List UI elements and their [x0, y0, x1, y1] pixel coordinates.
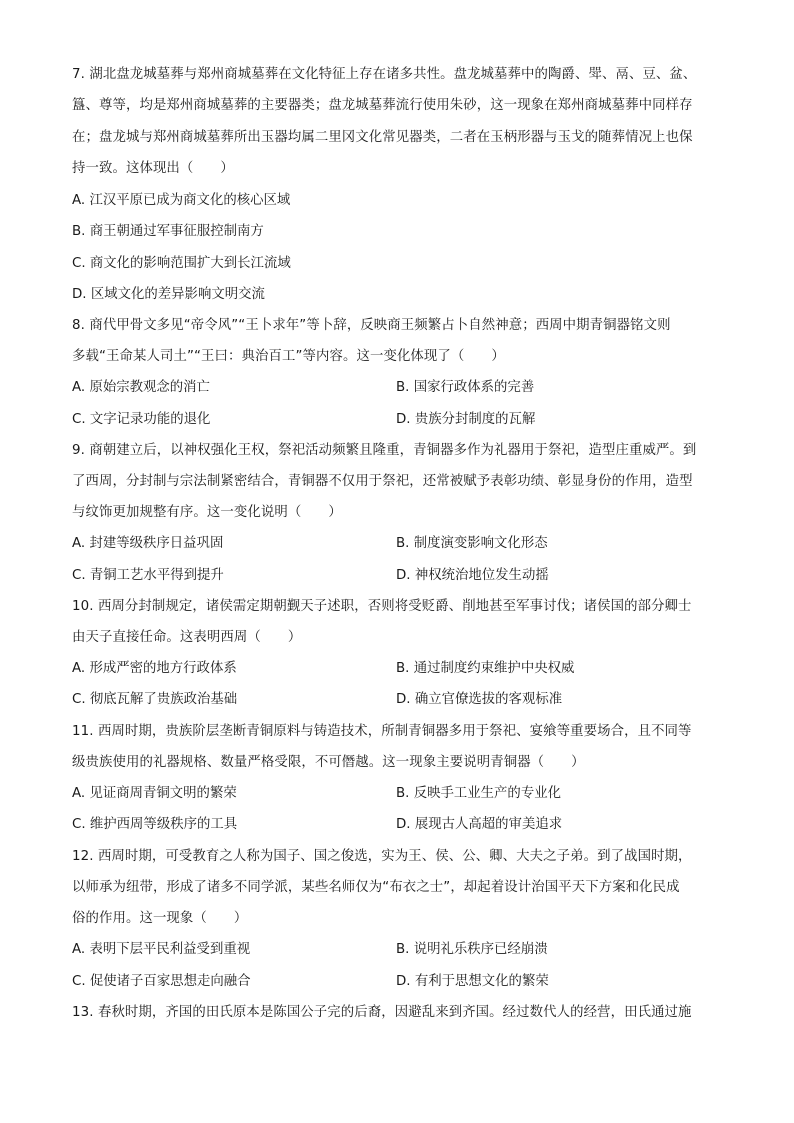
- q7-line-2: 簋、尊等，均是郑州商城墓葬的主要器类；盘龙城墓葬流行使用朱砂，这一现象在郑州商城墓葬中同样存: [72, 98, 693, 113]
- q8-line-2: 多载“王命某人司土”“王曰：典治百工”等内容。这一变化体现了（ ）: [72, 349, 505, 364]
- q11-option-b: B. 反映手工业生产的专业化: [396, 786, 561, 801]
- q12-option-c: C. 促使诸子百家思想走向融合: [72, 974, 251, 989]
- q7-option-d: D. 区域文化的差异影响文明交流: [72, 287, 265, 302]
- q12-line-3: 俗的作用。这一现象（ ）: [72, 911, 248, 926]
- q7-line-4: 持一致。这体现出（ ）: [72, 161, 234, 176]
- q7-line-3: 在；盘龙城与郑州商城墓葬所出玉器均属二里冈文化常见器类，二者在玉柄形器与玉戈的随葬情况上也保: [72, 130, 693, 145]
- q7-option-b: B. 商王朝通过军事征服控制南方: [72, 224, 264, 239]
- q9-option-c: C. 青铜工艺水平得到提升: [72, 568, 224, 583]
- q7-option-a: A. 江汉平原已成为商文化的核心区域: [72, 193, 291, 208]
- q11-line-2: 级贵族使用的礼器规格、数量严格受限，不可僭越。这一现象主要说明青铜器（ ）: [72, 755, 585, 770]
- q10-option-a: A. 形成严密的地方行政体系: [72, 661, 237, 676]
- q9-line-3: 与纹饰更加规整有序。这一变化说明（ ）: [72, 505, 342, 520]
- q7-line-1: 7. 湖北盘龙城墓葬与郑州商城墓葬在文化特征上存在诸多共性。盘龙城墓葬中的陶爵、斝、鬲、豆、盆、: [72, 67, 697, 82]
- q8-option-a: A. 原始宗教观念的消亡: [72, 380, 210, 395]
- q8-option-c: C. 文字记录功能的退化: [72, 412, 211, 427]
- q12-option-a: A. 表明下层平民利益受到重视: [72, 942, 251, 957]
- q10-line-2: 由天子直接任命。这表明西周（ ）: [72, 630, 302, 645]
- q10-option-d: D. 确立官僚选拔的客观标准: [396, 692, 563, 707]
- q12-line-2: 以师承为纽带，形成了诸多不同学派，某些名师仅为“布衣之士”，却起着设计治国平天下方案和化民成: [72, 880, 680, 895]
- q8-option-d: D. 贵族分封制度的瓦解: [396, 412, 536, 427]
- q11-option-d: D. 展现古人高超的审美追求: [396, 817, 563, 832]
- q10-option-c: C. 彻底瓦解了贵族政治基础: [72, 692, 238, 707]
- q12-line-1: 12. 西周时期，可受教育之人称为国子、国之俊选，实为王、侯、公、卿、大夫之子弟。到了战国时期，: [72, 849, 692, 864]
- q11-line-1: 11. 西周时期，贵族阶层垄断青铜原料与铸造技术，所制青铜器多用于祭祀、宴飨等重要场合，且不同等: [72, 724, 692, 739]
- q13-line-1: 13. 春秋时期，齐国的田氏原本是陈国公子完的后裔，因避乱来到齐国。经过数代人的经营，田氏通过施: [72, 1005, 692, 1020]
- q12-option-d: D. 有利于思想文化的繁荣: [396, 974, 549, 989]
- q8-option-b: B. 国家行政体系的完善: [396, 380, 535, 395]
- q9-line-1: 9. 商朝建立后，以神权强化王权，祭祀活动频繁且隆重，青铜器多作为礼器用于祭祀，造型庄重威严。到: [72, 443, 697, 458]
- q9-option-a: A. 封建等级秩序日益巩固: [72, 536, 224, 551]
- q12-option-b: B. 说明礼乐秩序已经崩溃: [396, 942, 548, 957]
- q9-option-b: B. 制度演变影响文化形态: [396, 536, 548, 551]
- q10-line-1: 10. 西周分封制规定，诸侯需定期朝觐天子述职，否则将受贬爵、削地甚至军事讨伐；诸侯国的部分卿士: [72, 599, 692, 614]
- q11-option-a: A. 见证商周青铜文明的繁荣: [72, 786, 237, 801]
- q8-line-1: 8. 商代甲骨文多见“帝令风”“王卜求年”等卜辞，反映商王频繁占卜自然神意；西周中期青铜器铭文则: [72, 318, 671, 333]
- q11-option-c: C. 维护西周等级秩序的工具: [72, 817, 238, 832]
- q10-option-b: B. 通过制度约束维护中央权威: [396, 661, 575, 676]
- q9-line-2: 了西周，分封制与宗法制紧密结合，青铜器不仅用于祭祀，还常被赋予表彰功绩、彰显身份的作用，造型: [72, 474, 693, 489]
- q7-option-c: C. 商文化的影响范围扩大到长江流域: [72, 256, 291, 271]
- q9-option-d: D. 神权统治地位发生动摇: [396, 568, 549, 583]
